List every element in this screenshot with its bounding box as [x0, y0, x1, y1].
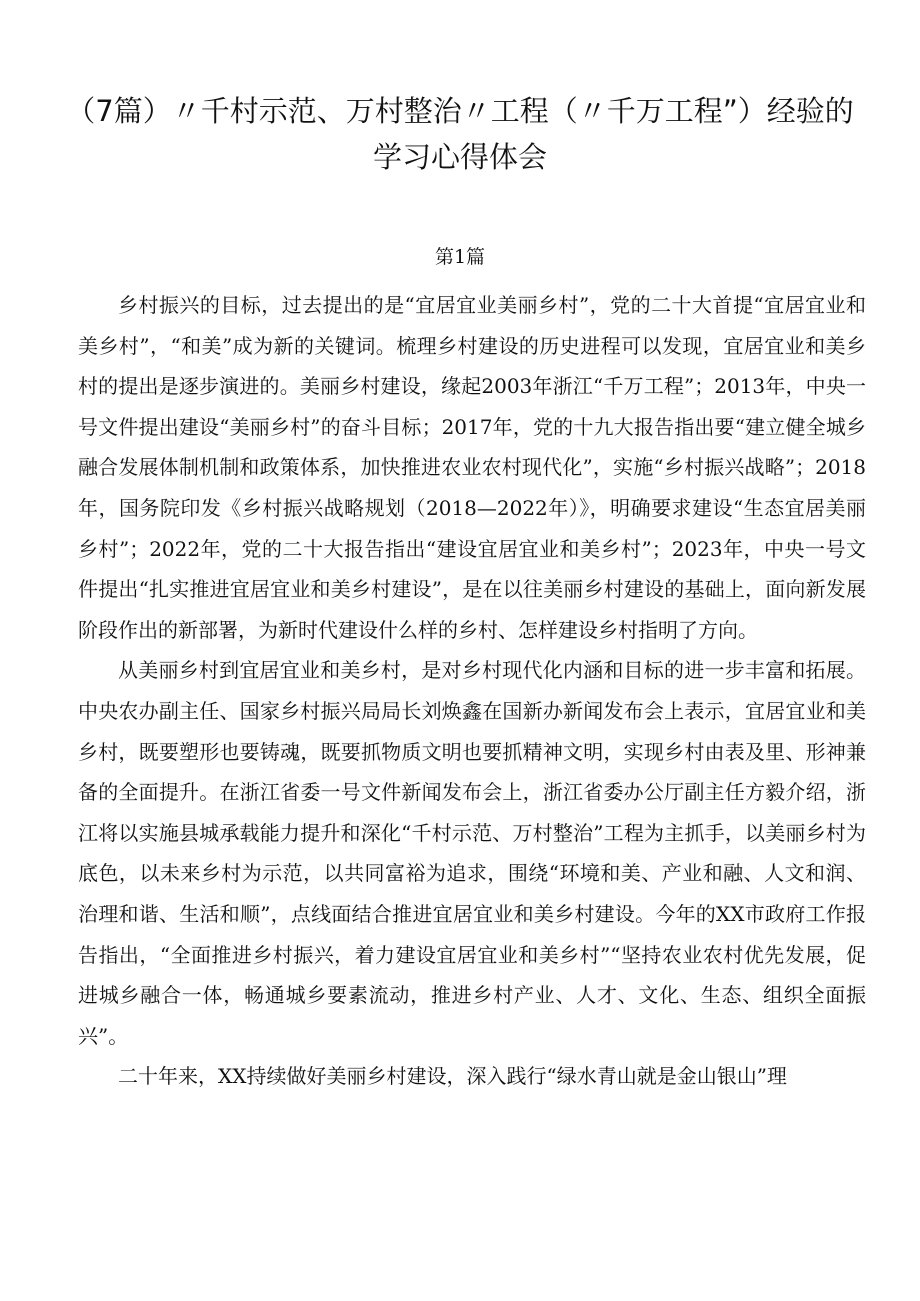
paragraph-3: 二十年来，XX持续做好美丽乡村建设，深入践行“绿水青山就是金山银山”理: [118, 1064, 787, 1089]
paragraph-2: 从美丽乡村到宜居宜业和美乡村，是对乡村现代化内涵和目标的进一步丰富和拓展。中央农办副主任、国家乡村振兴局局长刘焕鑫在国新办新闻发布会上表示，宜居宜业和美乡村，既要塑形也要铸魂，既要抓物质文明也要抓精神文明，实现乡村由表及里、形神兼备的全面提升。在浙江省委一号文件新闻发布会上，浙江省委办公厅副主任方毅介绍，浙江将以实施县城承载能力提升和深化“千村示范、万村整治”工程为主抓手，以美丽乡村为底色，以未来乡村为示范，以共同富裕为追求，围绕“环境和美、产业和融、人文和润、治理和谐、生活和顺”，点线面结合推进宜居宜业和美乡村建设。今年的XX市政府工作报告指出，“全面推进乡村振兴，着力建设宜居宜业和美乡村”“坚持农业农村优先发展，促进城乡融合一体，畅通城乡要素流动，推进乡村产业、人才、文化、生态、组织全面振兴”。: [78, 658, 866, 1048]
section-heading: 第1篇: [434, 246, 486, 268]
document-title: （7篇）〃千村示范、万村整治〃工程（〃千万工程”）经验的学习心得体会: [66, 94, 854, 174]
paragraph-1: 乡村振兴的目标，过去提出的是“宜居宜业美丽乡村”，党的二十大首提“宜居宜业和美乡村”，“和美”成为新的关键词。梳理乡村建设的历史进程可以发现，宜居宜业和美乡村的提出是逐步演进的。美丽乡村建设，缘起2003年浙江“千万工程”；2013年，中央一号文件提出建设“美丽乡村”的奋斗目标；2017年，党的十九大报告指出要“建立健全城乡融合发展体制机制和政策体系，加快推进农业农村现代化”，实施“乡村振兴战略”；2018年，国务院印发《乡村振兴战略规划（2018—2022年）》，明确要求建设“生态宜居美丽乡村”；2022年，党的二十大报告指出“建设宜居宜业和美乡村”；2023年，中央一号文件提出“扎实推进宜居宜业和美乡村建设”，是在以往美丽乡村建设的基础上，面向新发展阶段作出的新部署，为新时代建设什么样的乡村、怎样建设乡村指明了方向。: [78, 293, 866, 642]
document-body: [78, 285, 866, 1097]
